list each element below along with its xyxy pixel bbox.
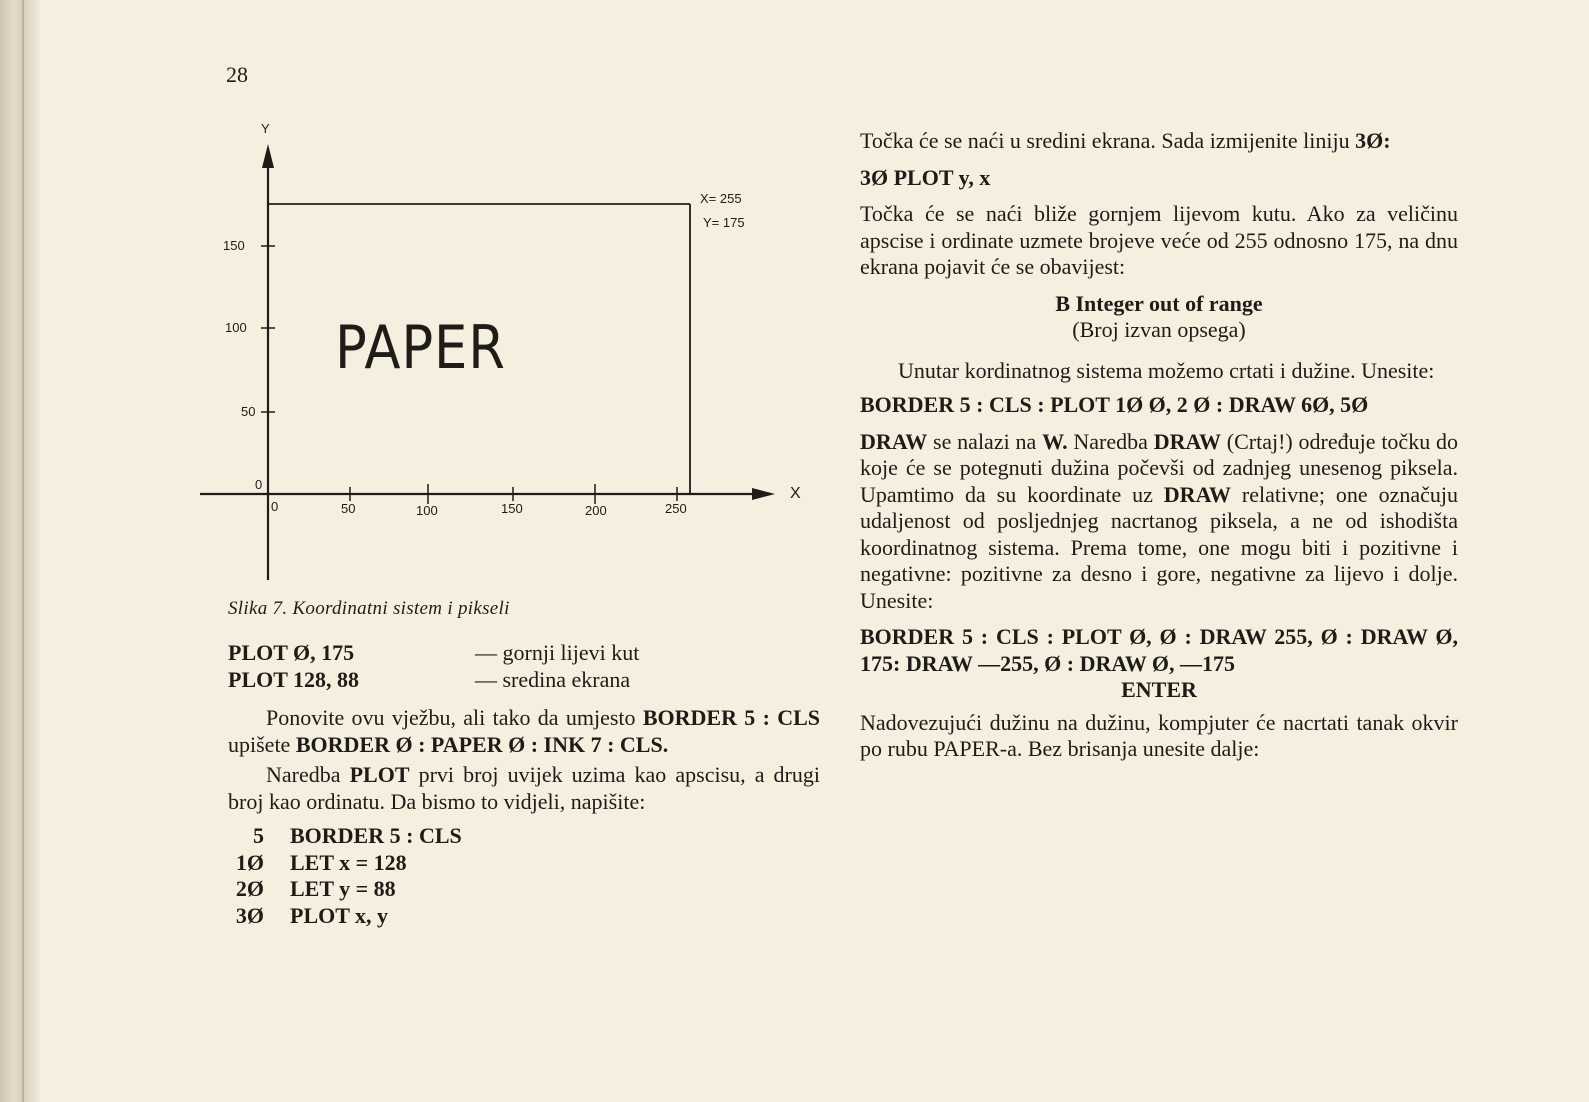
bold-run: DRAW <box>860 428 928 454</box>
program-line <box>228 876 820 903</box>
y-tick-label-0: 0 <box>255 477 263 492</box>
bold-run: BORDER Ø : PAPER Ø : INK 7 : CLS. <box>295 731 669 757</box>
paragraph-draw-explanation <box>860 429 1458 615</box>
command-row <box>228 640 820 667</box>
y-axis-arrow <box>262 144 274 168</box>
line-number: 2Ø <box>235 876 264 901</box>
bold-run: PLOT <box>349 762 410 787</box>
left-column <box>228 640 820 929</box>
bold-run: 3Ø: <box>1355 128 1391 153</box>
command-code: PLOT Ø, 175 <box>228 640 355 665</box>
paper-label: PAPER <box>335 313 506 383</box>
paragraph-out-of-range: Točka će se naći bliže gornjem lijevom kutu. Ako za veličinu apscise i ordinate uzmete brojeve veće od 255 odnosno 175, na dnu ekrana pojavit će se obavijest: <box>860 201 1458 279</box>
paragraph-draw-intro: Unutar kordinatnog sistema možemo crtati i dužine. Unesite: <box>898 357 1435 383</box>
error-translation: (Broj izvan opsega) <box>1072 317 1246 342</box>
binding-edge <box>22 0 24 1102</box>
figure-caption: Slika 7. Koordinatni sistem i pikseli <box>228 598 510 619</box>
error-message: B Integer out of range <box>1055 290 1263 316</box>
enter-key-label: ENTER <box>1121 677 1197 702</box>
x-axis-label: X <box>790 485 801 502</box>
text-run: relativne; one označuju udaljenost od posljednjeg nacrtanog piksela, a ne od ishodišta koordinatnog sistema. Prema tome, one mogu biti i pozitivne i negativne: pozitivne za desno i gore, negativne za lijevo i dolje. Unesite: <box>860 481 1458 613</box>
program-listing <box>228 823 820 929</box>
y-tick-label-50: 50 <box>241 404 256 419</box>
paragraph-center-point <box>860 128 1458 155</box>
x-tick-label-200: 200 <box>585 503 607 518</box>
y-tick-label-150: 150 <box>223 238 245 253</box>
x-axis-arrow <box>752 488 775 500</box>
paragraph-frame-result: Nadovezujući dužinu na dužinu, kompjuter će nacrtati tanak okvir po rubu PAPER-a. Bez brisanja unesite dalje: <box>860 709 1458 761</box>
program-line <box>228 903 820 930</box>
x-tick-label-150: 150 <box>501 501 523 516</box>
command-code: PLOT 128, 88 <box>228 666 360 692</box>
x-tick-label-0: 0 <box>271 499 279 514</box>
text-run: prvi broj uvijek uzima kao apscisu, a drugi broj kao ordinatu. Da bismo to vidjeli, napišite: <box>228 762 820 814</box>
bold-run: W. <box>1042 428 1068 454</box>
bold-run: DRAW <box>1153 428 1221 454</box>
book-spine-shadow <box>0 0 40 1102</box>
text-run: upišete <box>228 731 296 757</box>
code-line-frame-example: BORDER 5 : CLS : PLOT Ø, Ø : DRAW 255, Ø : DRAW Ø, 175: DRAW —255, Ø : DRAW Ø, —175 <box>860 624 1458 676</box>
text-run: Naredba <box>1067 428 1154 454</box>
text-run: se nalazi na <box>927 428 1043 454</box>
y-axis-label: Y <box>261 121 270 136</box>
paragraph-repeat-exercise <box>228 705 820 758</box>
page-number: 28 <box>226 62 248 87</box>
program-line <box>228 823 820 850</box>
text-run: (Crtaj!) određuje točku do koje će se potegnuti dužina počevši od zadnjeg unesenog piksela. Upamtimo da su koordinate uz <box>860 428 1459 507</box>
paragraph-plot-explanation <box>228 762 820 815</box>
bold-run: BORDER 5 : CLS <box>642 705 820 730</box>
line-number: 5 <box>253 823 264 848</box>
command-row <box>228 667 820 694</box>
text-run: Ponovite ovu vježbu, ali tako da umjesto <box>266 705 636 730</box>
line-statement: LET x = 128 <box>290 849 407 875</box>
right-column <box>860 128 1458 763</box>
line-number: 3Ø <box>235 902 264 928</box>
command-desc: — gornji lijevi kut <box>475 640 640 665</box>
x-tick-label-250: 250 <box>665 501 687 516</box>
code-line-plot-yx: 3Ø PLOT y, x <box>860 164 991 190</box>
x-tick-label-50: 50 <box>341 501 356 516</box>
line-statement: LET y = 88 <box>290 876 396 901</box>
line-statement: PLOT x, y <box>290 902 389 928</box>
command-desc: — sredina ekrana <box>475 666 631 692</box>
bold-run: DRAW <box>1163 481 1232 507</box>
line-statement: BORDER 5 : CLS <box>290 823 462 848</box>
corner-y-label: Y= 175 <box>703 215 745 230</box>
coordinate-figure <box>195 118 815 598</box>
y-tick-label-100: 100 <box>225 320 247 335</box>
code-line-draw-example: BORDER 5 : CLS : PLOT 1Ø Ø, 2 Ø : DRAW 6Ø, 5Ø <box>860 392 1369 417</box>
program-line <box>228 850 820 877</box>
corner-x-label: X= 255 <box>700 191 742 206</box>
text-run: Točka će se naći u sredini ekrana. Sada izmijenite liniju <box>860 128 1356 153</box>
line-number: 1Ø <box>235 849 264 875</box>
text-run: Naredba <box>266 762 350 787</box>
x-tick-label-100: 100 <box>416 503 438 518</box>
